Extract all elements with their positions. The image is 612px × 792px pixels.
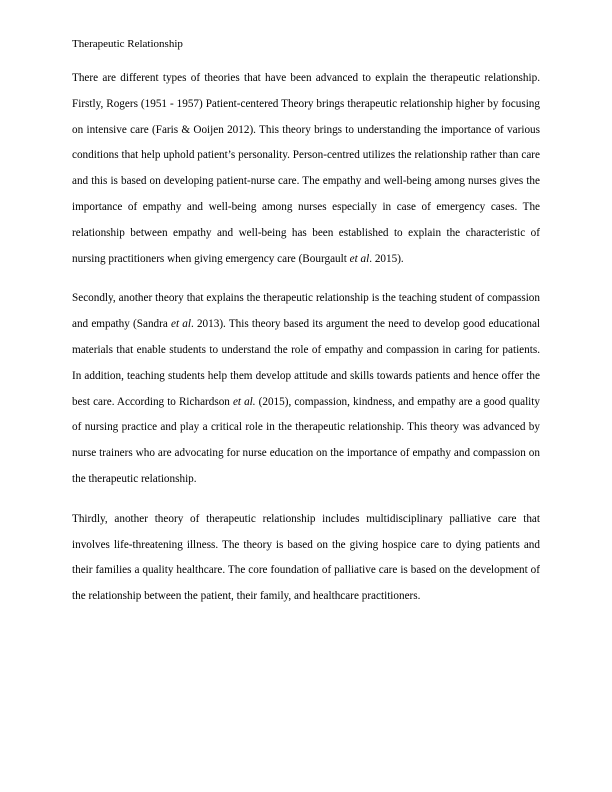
paragraph-2-text-end: (2015), compassion, kindness, and empathy are a good quality of nursing practice and play a critical role in the therapeutic relationship. This theory was advanced by nurse trainers who are advocating for nurse education on the importance of empathy and compassion on the therapeutic relationship. [72, 395, 540, 485]
paragraph-2 [72, 286, 540, 492]
citation-et-al: et al [349, 252, 370, 265]
paragraph-1 [72, 66, 540, 272]
paragraph-1-text: There are different types of theories that have been advanced to explain the therapeutic relationship. Firstly, Rogers (1951 - 1957) Patient-centered Theory brings therapeutic relationship higher by focusing on intensive care (Faris & Ooijen 2012). This theory brings to understanding the importance of various conditions that help uphold patient’s personality. Person-centred utilizes the relationship rather than care and this is based on developing patient-nurse care. The empathy and well-being among nurses gives the importance of empathy and well-being among nurses especially in case of emergency cases. The relationship between empathy and well-being has been established to explain the characteristic of nursing practitioners when giving emergency care (Bourgault [72, 72, 540, 265]
running-head: Therapeutic Relationship [72, 38, 183, 50]
paragraph-2-text: Secondly, another theory that explains the therapeutic relationship is the teaching student of compassion and empathy (Sandra [72, 292, 540, 331]
paragraph-3 [72, 507, 540, 610]
body-text [72, 66, 540, 624]
paragraph-2-text-mid: . 2013). This theory based its argument the need to develop good educational materials that enable students to understand the role of empathy and compassion in caring for patients. In addition, teaching students help them develop attitude and skills towards patients and hence offer the best care. According to Richardson [72, 318, 541, 408]
paragraph-1-text-end: . 2015). [369, 252, 404, 265]
paragraph-3-text: Thirdly, another theory of therapeutic relationship includes multidisciplinary palliative care that involves life-threatening illness. The theory is based on the giving hospice care to dying patients and their families a quality healthcare. The core foundation of palliative care is based on the development of the relationship between the patient, their family, and healthcare practitioners. [72, 512, 540, 603]
citation-et-al: et al. [232, 395, 256, 408]
citation-et-al: et al [171, 318, 191, 331]
